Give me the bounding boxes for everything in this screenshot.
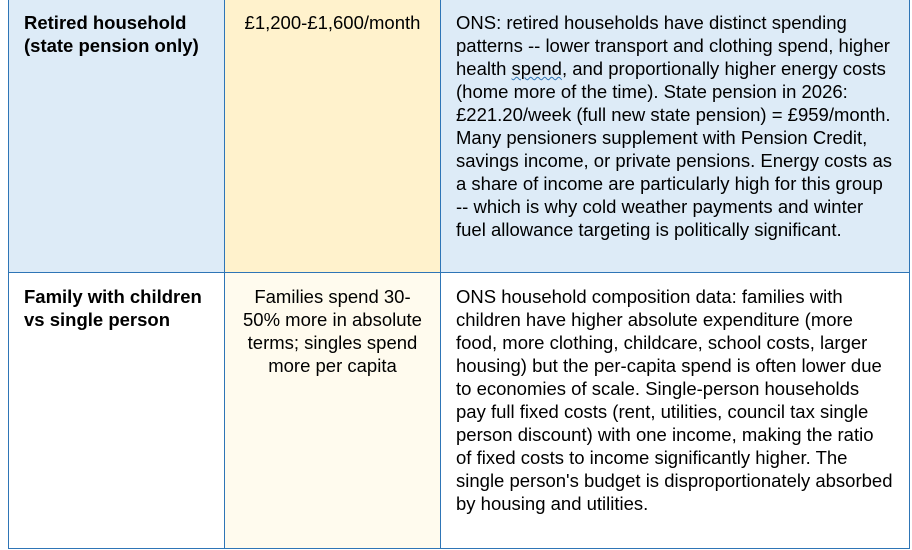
household-spending-table: [8, 0, 910, 549]
notes-text-continued: , and proportionally higher energy costs (home more of the time). State pension in 2026: £221.20/week (full new state pension) = £959/month. Many pensioners supplement with Pension Credit, savings income, or private pensions. Energy costs as a share of income are particularly high for this group -- which is why cold weather payments and winter fuel allowance targeting is politically significant.: [456, 58, 892, 240]
spending-range-text: Families spend 30-50% more in absolute terms; singles spend more per capita: [243, 286, 422, 376]
notes-cell: [441, 0, 910, 273]
spending-range-cell: [225, 273, 441, 549]
notes-text: ONS: retired households have distinct spending patterns -- lower transport and clothing spend, higher health: [456, 12, 890, 79]
household-type-cell: [9, 273, 225, 549]
spending-range-text: £1,200-£1,600/month: [244, 12, 421, 33]
table-row: [9, 0, 910, 273]
spellcheck-flagged-word[interactable]: spend: [511, 58, 562, 79]
household-type-label: Family with children vs single person: [24, 286, 202, 330]
spending-range-cell: [225, 0, 441, 273]
table-row: [9, 273, 910, 549]
household-type-label: Retired household (state pension only): [24, 12, 199, 56]
notes-text: ONS household composition data: families with children have higher absolute expenditure (more food, more clothing, childcare, school costs, larger housing) but the per-capita spend is often lower due to economies of scale. Single-person households pay full fixed costs (rent, utilities, council tax single person discount) with one income, making the ratio of fixed costs to income significantly higher. The single person's budget is disproportionately absorbed by housing and utilities.: [456, 286, 893, 514]
household-type-cell: [9, 0, 225, 273]
notes-cell: [441, 273, 910, 549]
